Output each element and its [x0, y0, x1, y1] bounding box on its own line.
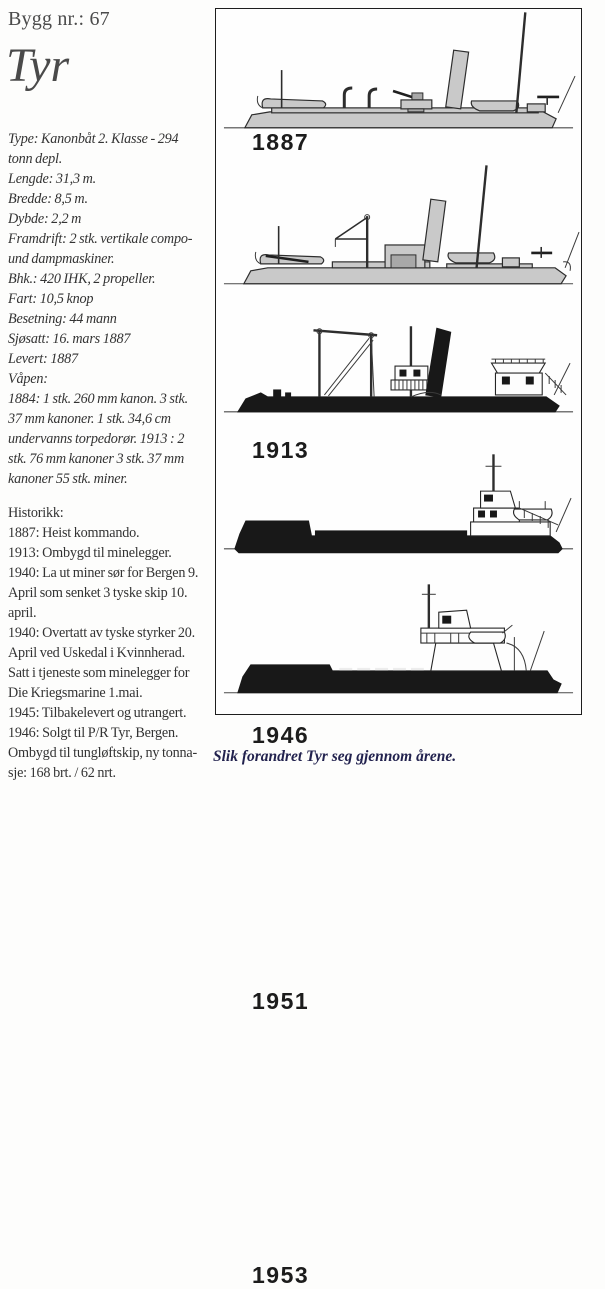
history-line: 1940: La ut miner sør for Bergen 9.: [8, 565, 199, 581]
year-label-1887: 1887: [252, 129, 310, 155]
spec-line: Framdrift: 2 stk. vertikale compo-: [8, 231, 193, 247]
history-line: April ved Uskedal i Kvinnherad.: [8, 645, 185, 661]
spec-line: Lengde: 31,3 m.: [8, 171, 97, 187]
spec-line: 1884: 1 stk. 260 mm kanon. 3 stk.: [8, 391, 188, 407]
history-line: 1945: Tilbakelevert og utrangert.: [8, 705, 187, 721]
spec-line: Levert: 1887: [8, 351, 78, 367]
build-number: Bygg nr.: 67: [8, 8, 110, 30]
ship-figure-1946: [224, 326, 573, 412]
year-label-1951: 1951: [252, 988, 310, 1014]
spec-line: Bhk.: 420 IHK, 2 propeller.: [8, 271, 156, 287]
spec-line: Våpen:: [8, 371, 48, 387]
spec-line: Bredde: 8,5 m.: [8, 191, 88, 207]
ship-drawing-1951: [216, 446, 581, 581]
spec-line: stk. 76 mm kanoner 3 stk. 37 mm: [8, 451, 184, 467]
spec-line: Type: Kanonbåt 2. Klasse - 294: [8, 131, 179, 147]
specs-block: [8, 129, 210, 489]
history-line: 1946: Solgt til P/R Tyr, Bergen.: [8, 725, 179, 741]
spec-line: 37 mm kanoner. 1 stk. 34,6 cm: [8, 411, 171, 427]
spec-line: kanoner 55 stk. miner.: [8, 471, 128, 487]
spec-line: Sjøsatt: 16. mars 1887: [8, 331, 131, 347]
ship-figure-1953: [224, 584, 573, 692]
history-heading: Historikk:: [8, 505, 64, 521]
ship-figure-1887: [224, 12, 575, 127]
panel-caption: Slik forandret Tyr seg gjennom årene.: [213, 748, 457, 765]
ship-figure-1913: [224, 165, 579, 283]
history-line: Die Kriegsmarine 1.mai.: [8, 685, 143, 701]
spec-line: Besetning: 44 mann: [8, 311, 117, 327]
history-line: April som senket 3 tyske skip 10.: [8, 585, 188, 601]
spec-line: und dampmaskiner.: [8, 251, 115, 267]
history-lines: [8, 523, 210, 783]
ship-drawing-1953: [216, 581, 581, 716]
ship-row-1913: [216, 161, 581, 463]
history-line: 1913: Ombygd til minelegger.: [8, 545, 172, 561]
ship-row-1887: [216, 9, 581, 161]
history-line: Ombygd til tungløftskip, ny tonna-: [8, 745, 198, 761]
history-line: april.: [8, 605, 37, 621]
history-line: sje: 168 brt. / 62 nrt.: [8, 765, 116, 781]
history-line: 1887: Heist kommando.: [8, 525, 140, 541]
spec-line: Fart: 10,5 knop: [8, 291, 94, 307]
ship-name-title: Tyr: [6, 39, 70, 92]
ship-drawing-1913: [216, 161, 581, 316]
year-label-1946: 1946: [252, 722, 310, 748]
ship-figure-1951: [224, 454, 573, 552]
history-block: [8, 503, 210, 783]
ship-drawing-1946: [216, 316, 581, 446]
history-line: 1940: Overtatt av tyske styrker 20.: [8, 625, 196, 641]
spec-line: Dybde: 2,2 m: [8, 211, 82, 227]
history-line: Satt i tjeneste som minelegger for: [8, 665, 190, 681]
year-label-1913: 1913: [252, 437, 310, 463]
spec-line: tonn depl.: [8, 151, 63, 167]
spec-line: undervanns torpedorør. 1913 : 2: [8, 431, 185, 447]
year-label-1953: 1953: [252, 1262, 310, 1288]
